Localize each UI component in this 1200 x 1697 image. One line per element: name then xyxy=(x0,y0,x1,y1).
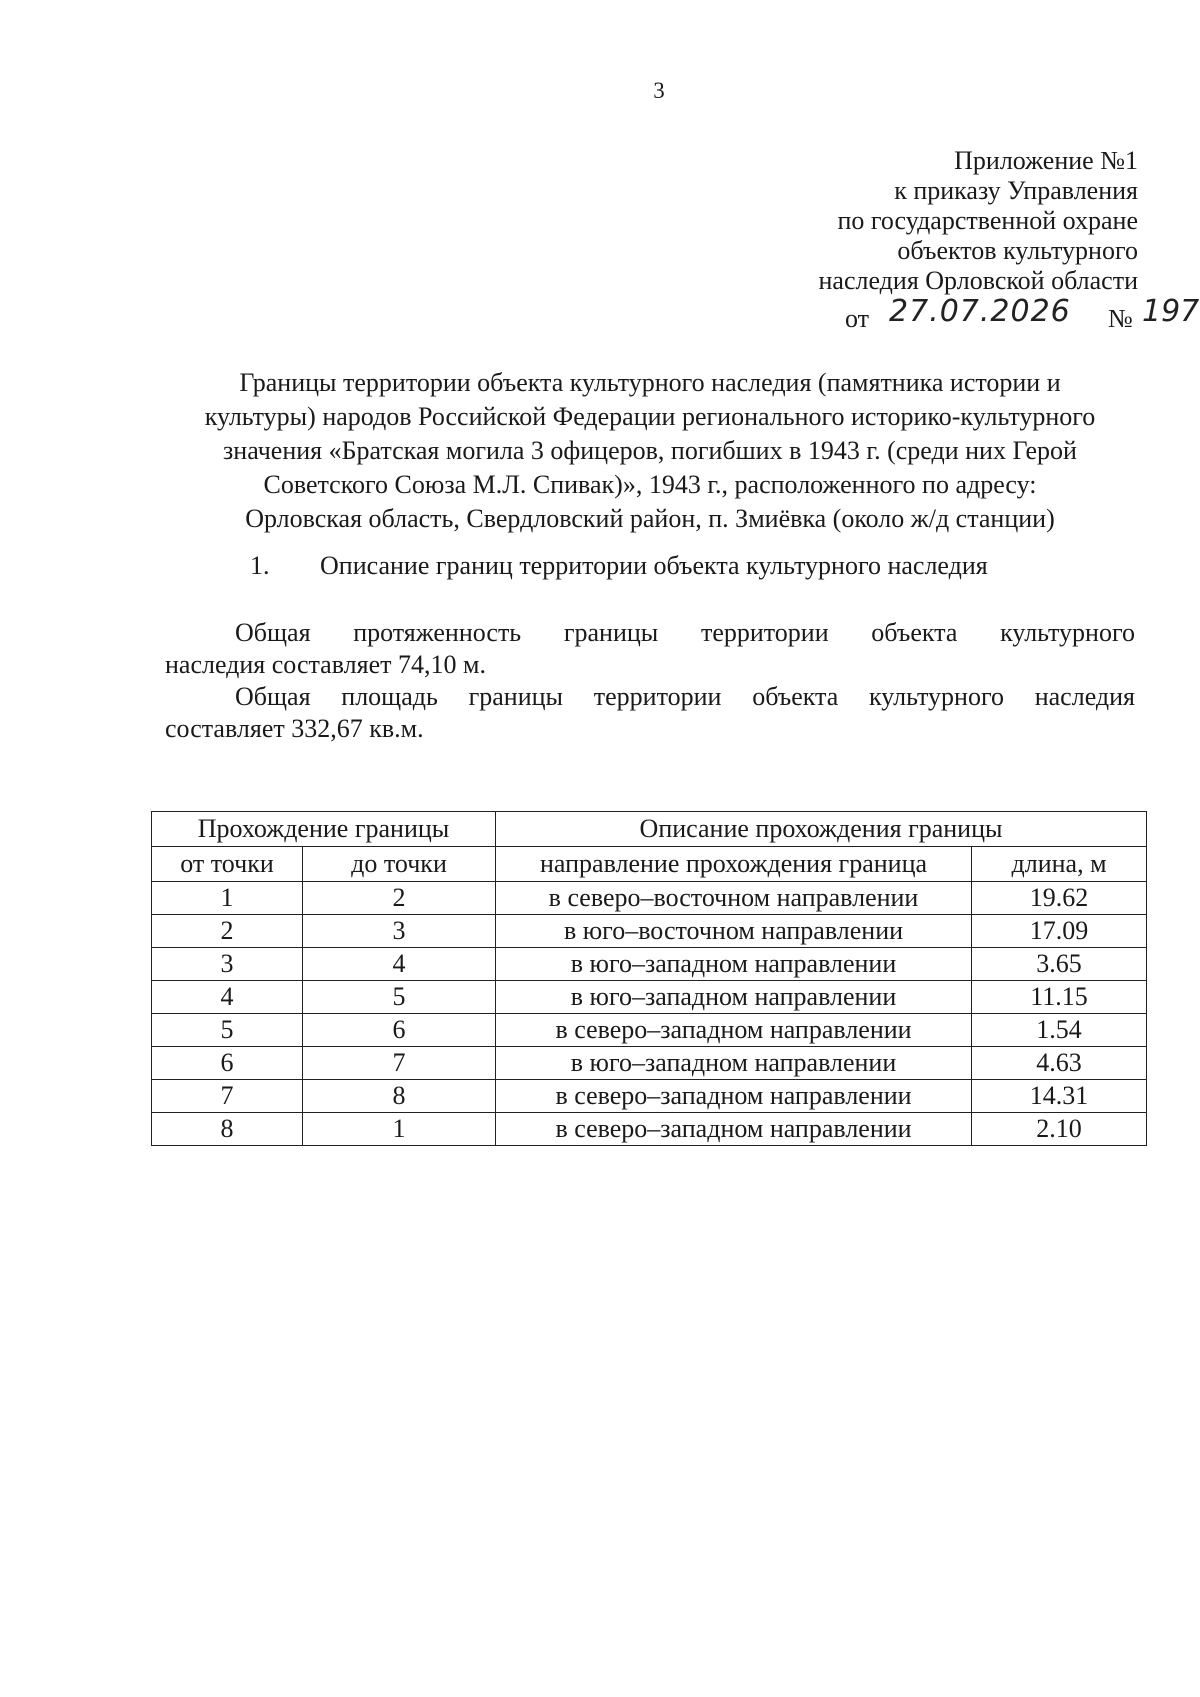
title-line: Орловская область, Свердловский район, п. Змиёвка (около ж/д станции) xyxy=(245,504,1055,533)
column-header-to: до точки xyxy=(303,847,496,882)
cell-from: 7 xyxy=(152,1080,303,1113)
cell-direction: в северо–западном направлении xyxy=(496,1014,972,1047)
cell-from: 5 xyxy=(152,1014,303,1047)
table-row xyxy=(152,915,1147,948)
cell-direction: в юго–западном направлении xyxy=(496,1047,972,1080)
cell-to: 8 xyxy=(303,1080,496,1113)
table-row xyxy=(152,1113,1147,1146)
cell-from: 6 xyxy=(152,1047,303,1080)
appendix-line: по государственной охране xyxy=(837,206,1138,235)
cell-from: 3 xyxy=(152,948,303,981)
cell-length: 14.31 xyxy=(972,1080,1147,1113)
appendix-line: к приказу Управления xyxy=(894,176,1138,205)
cell-from: 2 xyxy=(152,915,303,948)
cell-to: 1 xyxy=(303,1113,496,1146)
cell-to: 3 xyxy=(303,915,496,948)
title-line: Советского Союза М.Л. Спивак)», 1943 г., расположенного по адресу: xyxy=(263,470,1037,499)
cell-to: 5 xyxy=(303,981,496,1014)
cell-direction: в северо–западном направлении xyxy=(496,1113,972,1146)
cell-length: 3.65 xyxy=(972,948,1147,981)
boundary-table xyxy=(151,811,1147,1146)
paragraph-first-line: Общая протяженность границы территории объекта культурного xyxy=(235,618,1135,647)
column-header-direction: направление прохождения граница xyxy=(496,847,972,882)
page-number: 3 xyxy=(653,78,665,103)
cell-to: 2 xyxy=(303,882,496,915)
paragraph-area xyxy=(165,681,1135,745)
title-line: Границы территории объекта культурного наследия (памятника истории и xyxy=(239,368,1061,397)
paragraph-first-line: Общая площадь границы территории объекта культурного наследия xyxy=(235,682,1135,711)
number-prefix: № xyxy=(1108,304,1133,333)
appendix-line: объектов культурного xyxy=(897,236,1138,265)
column-header-from: от точки xyxy=(152,847,303,882)
cell-direction: в юго–западном направлении xyxy=(496,948,972,981)
paragraph-rest: составляет 332,67 кв.м. xyxy=(165,714,424,743)
cell-length: 19.62 xyxy=(972,882,1147,915)
cell-direction: в северо–восточном направлении xyxy=(496,882,972,915)
cell-length: 4.63 xyxy=(972,1047,1147,1080)
cell-from: 8 xyxy=(152,1113,303,1146)
cell-to: 6 xyxy=(303,1014,496,1047)
table-row xyxy=(152,882,1147,915)
appendix-header xyxy=(618,146,1138,296)
cell-direction: в юго–восточном направлении xyxy=(496,915,972,948)
date-prefix: от xyxy=(845,304,870,333)
table-row xyxy=(152,981,1147,1014)
title-line: культуры) народов Российской Федерации регионального историко-культурного xyxy=(204,402,1096,431)
document-title xyxy=(160,366,1140,536)
cell-length: 2.10 xyxy=(972,1113,1147,1146)
paragraph-length xyxy=(165,617,1135,681)
column-header-length: длина, м xyxy=(972,847,1147,882)
table-row xyxy=(152,1047,1147,1080)
appendix-line: Приложение №1 xyxy=(954,146,1138,175)
cell-to: 4 xyxy=(303,948,496,981)
table-row xyxy=(152,948,1147,981)
paragraph-rest: наследия составляет 74,10 м. xyxy=(165,650,486,679)
cell-to: 7 xyxy=(303,1047,496,1080)
table-row xyxy=(152,1014,1147,1047)
group-header-passage: Прохождение границы xyxy=(152,812,496,847)
cell-direction: в юго–западном направлении xyxy=(496,981,972,1014)
cell-direction: в северо–западном направлении xyxy=(496,1080,972,1113)
cell-from: 4 xyxy=(152,981,303,1014)
cell-length: 1.54 xyxy=(972,1014,1147,1047)
title-line: значения «Братская могила 3 офицеров, погибших в 1943 г. (среди них Герой xyxy=(223,436,1077,465)
appendix-line: наследия Орловской области xyxy=(818,266,1138,295)
section-number: 1. xyxy=(250,551,270,580)
handwritten-number: 197 xyxy=(1142,294,1200,329)
group-header-description: Описание прохождения границы xyxy=(496,812,1147,847)
handwritten-date: 27.07.2026 xyxy=(889,294,1071,329)
cell-length: 17.09 xyxy=(972,915,1147,948)
order-date-number xyxy=(845,294,1200,336)
table-row xyxy=(152,1080,1147,1113)
section-title: Описание границ территории объекта культурного наследия xyxy=(320,551,988,580)
cell-from: 1 xyxy=(152,882,303,915)
cell-length: 11.15 xyxy=(972,981,1147,1014)
